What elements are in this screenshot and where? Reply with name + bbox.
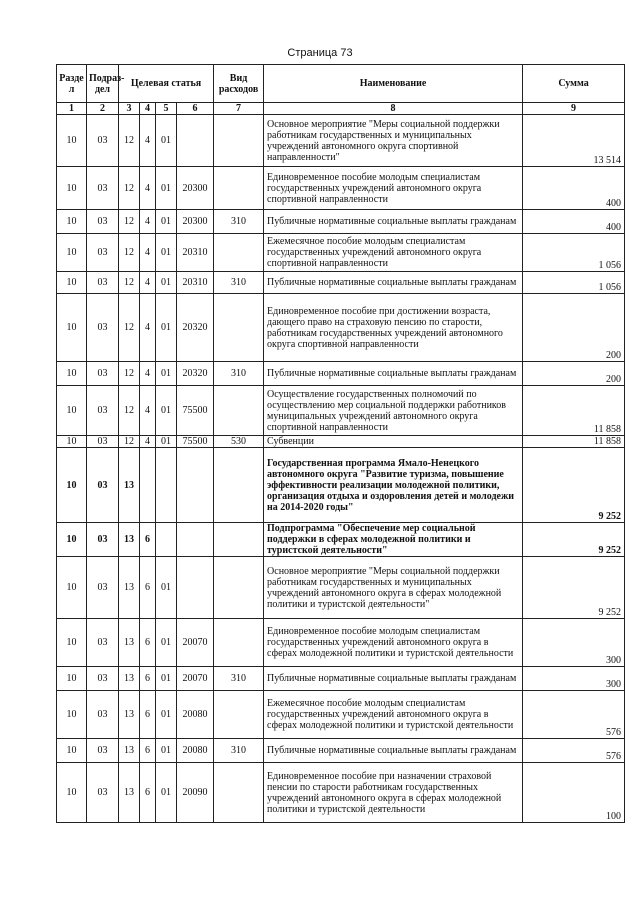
table-row [57,619,625,667]
razdel-cell: 10 [57,210,87,234]
vid-rashodov-cell [214,763,264,823]
vid-rashodov-cell [214,115,264,167]
vid-rashodov-cell [214,234,264,272]
celevaya-3-cell: 12 [119,234,140,272]
summa-cell: 1 056 [523,272,625,294]
column-number: 6 [177,103,214,115]
naimenovanie-cell: Основное мероприятие "Меры социальной поддержки работникам государственных и муниципальных учреждений автономного округа спортивной направленности" [264,115,523,167]
razdel-cell: 10 [57,763,87,823]
celevaya-5-cell: 01 [156,167,177,210]
header-celevaya-statya: Целевая статья [119,65,214,103]
page-number: Страница 73 [287,47,353,59]
table-row [57,436,625,448]
celevaya-5-cell: 01 [156,436,177,448]
podrazdel-cell: 03 [87,362,119,386]
celevaya-5-cell: 01 [156,739,177,763]
table-row [57,739,625,763]
celevaya-3-cell: 13 [119,739,140,763]
naimenovanie-cell: Основное мероприятие "Меры социальной поддержки работникам государственных и муниципальных учреждений автономного округа в сферах молодежной политики и туристской деятельности" [264,557,523,619]
vid-rashodov-cell: 310 [214,210,264,234]
vid-rashodov-cell: 310 [214,739,264,763]
celevaya-4-cell: 4 [140,115,156,167]
celevaya-4-cell: 6 [140,557,156,619]
vid-rashodov-cell [214,557,264,619]
podrazdel-cell: 03 [87,386,119,436]
naimenovanie-cell: Осуществление государственных полномочий по осуществлению мер социальной поддержки работников муниципальных учреждений автономного округа спортивной направленности [264,386,523,436]
celevaya-5-cell: 01 [156,691,177,739]
razdel-cell: 10 [57,557,87,619]
naimenovanie-cell: Публичные нормативные социальные выплаты гражданам [264,362,523,386]
column-number: 8 [264,103,523,115]
table-row [57,167,625,210]
column-number: 4 [140,103,156,115]
podrazdel-cell: 03 [87,448,119,523]
summa-cell: 300 [523,619,625,667]
podrazdel-cell: 03 [87,523,119,557]
header-vid-rashodov: Вид расходов [214,65,264,103]
column-number: 5 [156,103,177,115]
summa-cell: 9 252 [523,557,625,619]
razdel-cell: 10 [57,448,87,523]
celevaya-3-cell: 12 [119,272,140,294]
celevaya-5-cell: 01 [156,272,177,294]
table-row [57,448,625,523]
column-number: 3 [119,103,140,115]
celevaya-3-cell: 12 [119,167,140,210]
celevaya-6-cell [177,557,214,619]
vid-rashodov-cell [214,167,264,210]
celevaya-6-cell [177,523,214,557]
naimenovanie-cell: Публичные нормативные социальные выплаты гражданам [264,739,523,763]
header-razdel: Разде л [57,65,87,103]
vid-rashodov-cell: 310 [214,362,264,386]
celevaya-4-cell: 4 [140,362,156,386]
celevaya-4-cell: 4 [140,167,156,210]
naimenovanie-cell: Субвенции [264,436,523,448]
razdel-cell: 10 [57,115,87,167]
summa-cell: 200 [523,294,625,362]
razdel-cell: 10 [57,272,87,294]
table-row [57,523,625,557]
vid-rashodov-cell [214,448,264,523]
celevaya-4-cell: 4 [140,234,156,272]
celevaya-3-cell: 13 [119,691,140,739]
podrazdel-cell: 03 [87,619,119,667]
table-row [57,763,625,823]
table-row [57,691,625,739]
naimenovanie-cell: Единовременное пособие молодым специалистам государственных учреждений автономного округа спортивной направленности [264,167,523,210]
celevaya-6-cell: 20070 [177,619,214,667]
celevaya-5-cell: 01 [156,362,177,386]
naimenovanie-cell: Публичные нормативные социальные выплаты гражданам [264,210,523,234]
vid-rashodov-cell: 310 [214,667,264,691]
vid-rashodov-cell [214,523,264,557]
celevaya-5-cell: 01 [156,619,177,667]
celevaya-3-cell: 12 [119,386,140,436]
podrazdel-cell: 03 [87,234,119,272]
column-number: 1 [57,103,87,115]
celevaya-6-cell: 20310 [177,272,214,294]
celevaya-4-cell: 4 [140,436,156,448]
celevaya-4-cell [140,448,156,523]
celevaya-5-cell: 01 [156,763,177,823]
celevaya-5-cell: 01 [156,557,177,619]
table-row [57,362,625,386]
celevaya-3-cell: 13 [119,557,140,619]
summa-cell: 400 [523,210,625,234]
podrazdel-cell: 03 [87,667,119,691]
podrazdel-cell: 03 [87,763,119,823]
celevaya-6-cell: 20080 [177,739,214,763]
celevaya-4-cell: 4 [140,386,156,436]
celevaya-3-cell: 12 [119,210,140,234]
summa-cell: 576 [523,691,625,739]
celevaya-4-cell: 6 [140,763,156,823]
column-number: 2 [87,103,119,115]
celevaya-4-cell: 6 [140,619,156,667]
celevaya-6-cell [177,448,214,523]
naimenovanie-cell: Подпрограмма "Обеспечение мер социальной поддержки в сферах молодежной политики и туристской деятельности" [264,523,523,557]
celevaya-5-cell: 01 [156,294,177,362]
celevaya-6-cell: 20070 [177,667,214,691]
celevaya-5-cell: 01 [156,210,177,234]
celevaya-3-cell: 12 [119,362,140,386]
table-row [57,386,625,436]
podrazdel-cell: 03 [87,436,119,448]
celevaya-3-cell: 13 [119,763,140,823]
celevaya-4-cell: 4 [140,210,156,234]
podrazdel-cell: 03 [87,115,119,167]
celevaya-4-cell: 4 [140,272,156,294]
razdel-cell: 10 [57,667,87,691]
celevaya-3-cell: 13 [119,667,140,691]
naimenovanie-cell: Единовременное пособие молодым специалистам государственных учреждений автономного округа в сферах молодежной политики и туристской деятельности [264,619,523,667]
celevaya-6-cell: 20080 [177,691,214,739]
table-row [57,234,625,272]
celevaya-6-cell [177,115,214,167]
celevaya-6-cell: 75500 [177,436,214,448]
table-row [57,557,625,619]
celevaya-4-cell: 6 [140,667,156,691]
column-number: 7 [214,103,264,115]
summa-cell: 1 056 [523,234,625,272]
naimenovanie-cell: Единовременное пособие при назначении страховой пенсии по старости работникам государственных учреждений автономного округа в сферах молодежной политики и туристской деятельности [264,763,523,823]
summa-cell: 9 252 [523,523,625,557]
naimenovanie-cell: Государственная программа Ямало-Ненецкого автономного округа "Развитие туризма, повышение эффективности реализации молодежной политики, организация отдыха и оздоровления детей и молодежи на 2014-2020 годы" [264,448,523,523]
summa-cell: 100 [523,763,625,823]
podrazdel-cell: 03 [87,272,119,294]
summa-cell: 13 514 [523,115,625,167]
header-naimenovanie: Наименование [264,65,523,103]
table-row [57,294,625,362]
razdel-cell: 10 [57,739,87,763]
naimenovanie-cell: Публичные нормативные социальные выплаты гражданам [264,667,523,691]
table-row [57,115,625,167]
naimenovanie-cell: Публичные нормативные социальные выплаты гражданам [264,272,523,294]
summa-cell: 9 252 [523,448,625,523]
celevaya-3-cell: 12 [119,294,140,362]
razdel-cell: 10 [57,386,87,436]
celevaya-4-cell: 4 [140,294,156,362]
summa-cell: 300 [523,667,625,691]
celevaya-6-cell: 20310 [177,234,214,272]
razdel-cell: 10 [57,294,87,362]
celevaya-3-cell: 13 [119,448,140,523]
celevaya-6-cell: 20090 [177,763,214,823]
razdel-cell: 10 [57,234,87,272]
razdel-cell: 10 [57,619,87,667]
celevaya-3-cell: 12 [119,436,140,448]
celevaya-3-cell: 12 [119,115,140,167]
celevaya-4-cell: 6 [140,739,156,763]
naimenovanie-cell: Ежемесячное пособие молодым специалистам государственных учреждений автономного округа спортивной направленности [264,234,523,272]
column-number: 9 [523,103,625,115]
budget-table [56,64,625,823]
podrazdel-cell: 03 [87,167,119,210]
celevaya-6-cell: 20300 [177,210,214,234]
celevaya-5-cell [156,448,177,523]
celevaya-3-cell: 13 [119,619,140,667]
summa-cell: 576 [523,739,625,763]
column-number-row [57,103,625,115]
celevaya-5-cell: 01 [156,386,177,436]
vid-rashodov-cell: 310 [214,272,264,294]
celevaya-5-cell [156,523,177,557]
table-row [57,272,625,294]
summa-cell: 200 [523,362,625,386]
razdel-cell: 10 [57,436,87,448]
razdel-cell: 10 [57,362,87,386]
vid-rashodov-cell [214,386,264,436]
naimenovanie-cell: Единовременное пособие при достижении возраста, дающего право на страховую пенсию по старости, работникам государственных учреждений автономного округа спортивной направленности [264,294,523,362]
celevaya-6-cell: 20320 [177,294,214,362]
celevaya-4-cell: 6 [140,691,156,739]
podrazdel-cell: 03 [87,210,119,234]
celevaya-5-cell: 01 [156,667,177,691]
razdel-cell: 10 [57,167,87,210]
podrazdel-cell: 03 [87,294,119,362]
celevaya-6-cell: 20320 [177,362,214,386]
podrazdel-cell: 03 [87,691,119,739]
header-podrazdel: Подраз- дел [87,65,119,103]
podrazdel-cell: 03 [87,739,119,763]
celevaya-6-cell: 75500 [177,386,214,436]
celevaya-4-cell: 6 [140,523,156,557]
razdel-cell: 10 [57,691,87,739]
summa-cell: 400 [523,167,625,210]
summa-cell: 11 858 [523,436,625,448]
vid-rashodov-cell [214,691,264,739]
header-summa: Сумма [523,65,625,103]
celevaya-5-cell: 01 [156,234,177,272]
celevaya-6-cell: 20300 [177,167,214,210]
table-row [57,210,625,234]
table-row [57,667,625,691]
naimenovanie-cell: Ежемесячное пособие молодым специалистам государственных учреждений автономного округа в сферах молодежной политики и туристской деятельности [264,691,523,739]
razdel-cell: 10 [57,523,87,557]
vid-rashodov-cell [214,619,264,667]
podrazdel-cell: 03 [87,557,119,619]
celevaya-5-cell: 01 [156,115,177,167]
celevaya-3-cell: 13 [119,523,140,557]
vid-rashodov-cell [214,294,264,362]
vid-rashodov-cell: 530 [214,436,264,448]
summa-cell: 11 858 [523,386,625,436]
